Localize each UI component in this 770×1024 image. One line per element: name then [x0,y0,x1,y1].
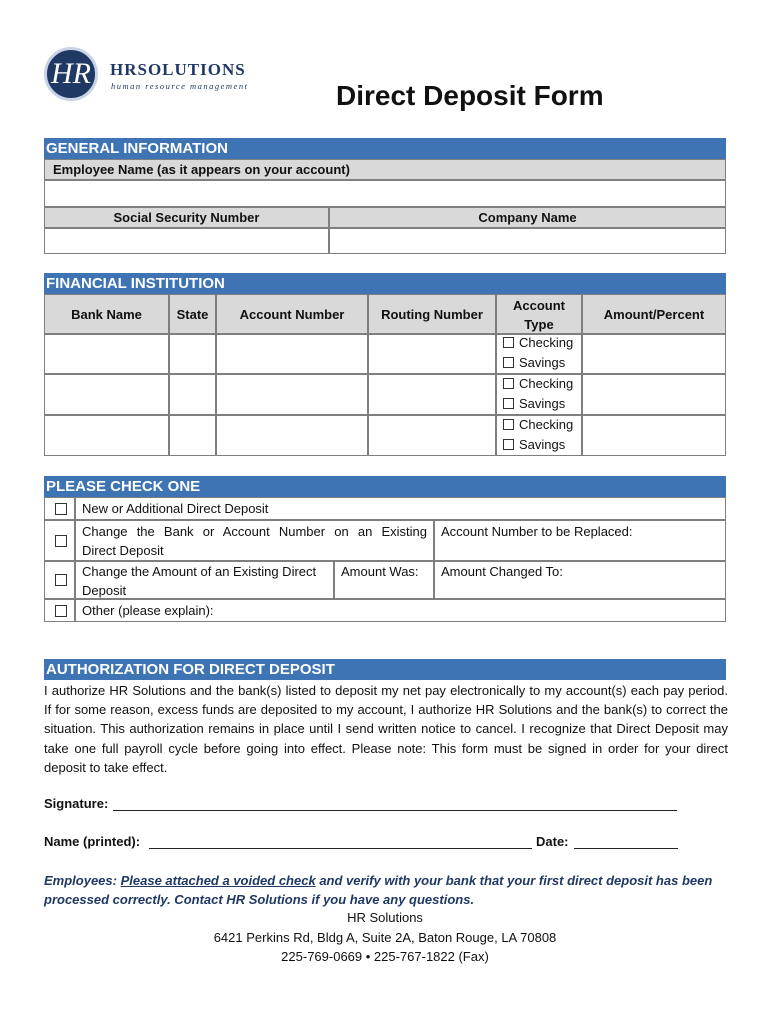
general-information-heading: GENERAL INFORMATION [44,138,726,159]
account-number-cell[interactable] [216,334,368,374]
account-number-cell[interactable] [216,374,368,415]
amount-percent-cell[interactable] [582,374,726,415]
ssn-label: Social Security Number [44,207,329,228]
employees-note-rest: and verify with your bank that your first direct deposit has been processed correctly. Contact HR Solutions if you have any questions. [44,873,713,907]
checking-checkbox[interactable] [503,378,514,389]
amount-was-field[interactable] [334,561,434,599]
date-line[interactable] [574,848,678,849]
change-amount-option-line1: Change the Amount of an Existing Direct [82,564,317,579]
savings-checkbox[interactable] [503,357,514,368]
change-bank-option [75,520,434,561]
state-cell[interactable] [169,334,216,374]
authorization-text: I authorize HR Solutions and the bank(s) listed to deposit my net pay electronically to my account(s) each pay period. If for some reason, excess funds are deposited to my account, I authorize HR Solutions and the bank(s) to correct the situation. This authorization remains in place until I send written notice to cancel. I recognize that Direct Deposit may take one full payroll cycle before going into effect. Please note: This form must be signed in order for your direct deposit to take effect. [44,683,728,775]
ssn-field[interactable] [44,228,329,254]
change-amount-option-line2: Deposit [82,583,127,598]
checking-option[interactable] [503,335,573,350]
checking-checkbox[interactable] [503,337,514,348]
amount-changed-field[interactable] [434,561,726,599]
account-number-cell[interactable] [216,415,368,456]
bank-name-header: Bank Name [44,294,169,334]
signature-line[interactable] [113,810,677,811]
account-type-header-line2: Type [524,317,554,332]
savings-checkbox[interactable] [503,398,514,409]
savings-option[interactable] [503,355,565,370]
new-deposit-checkbox-cell [44,497,75,520]
amount-percent-cell[interactable] [582,334,726,374]
other-option[interactable]: Other (please explain): [75,599,726,622]
routing-number-header: Routing Number [368,294,496,334]
checking-label: Checking [519,335,574,350]
employee-name-label: Employee Name (as it appears on your account) [44,159,726,180]
account-type-header [496,294,582,334]
account-number-header: Account Number [216,294,368,334]
logo-monogram: HR [51,57,91,90]
authorization-heading: AUTHORIZATION FOR DIRECT DEPOSIT [44,659,726,680]
change-bank-option-line2: Direct Deposit [82,543,164,558]
employees-note-prefix: Employees: [44,873,121,888]
other-checkbox[interactable] [55,605,67,617]
savings-option[interactable] [503,437,565,452]
change-bank-option-line1: Change the Bank or Account Number on an Existing [82,524,427,539]
employee-name-field[interactable] [44,180,726,207]
account-type-cell [496,374,582,415]
account-type-header-line1: Account [513,298,565,313]
signature-label: Signature: [44,796,109,811]
name-printed-line[interactable] [149,848,532,849]
new-deposit-checkbox[interactable] [55,503,67,515]
financial-institution-heading: FINANCIAL INSTITUTION [44,273,726,294]
logo-name: HRSOLUTIONS [110,60,246,79]
account-to-replace-field[interactable] [434,520,726,561]
company-name-field[interactable] [329,228,726,254]
savings-label: Savings [519,437,566,452]
routing-number-cell[interactable] [368,374,496,415]
checking-option[interactable] [503,417,573,432]
footer-address: 6421 Perkins Rd, Bldg A, Suite 2A, Baton Rouge, LA 70808 [213,930,557,945]
please-check-one-heading: PLEASE CHECK ONE [44,476,726,497]
savings-label: Savings [519,355,566,370]
amount-percent-header: Amount/Percent [582,294,726,334]
bank-name-cell[interactable] [44,334,169,374]
voided-check-link[interactable]: Please attached a voided check [120,873,316,888]
checking-checkbox[interactable] [503,419,514,430]
bank-name-cell[interactable] [44,374,169,415]
routing-number-cell[interactable] [368,334,496,374]
amount-changed-label: Amount Changed To: [441,564,563,579]
change-amount-checkbox[interactable] [55,574,67,586]
date-label: Date: [536,834,569,849]
state-header: State [169,294,216,334]
employees-note [44,871,734,909]
state-cell[interactable] [169,415,216,456]
checking-label: Checking [519,376,574,391]
company-name-label: Company Name [329,207,726,228]
checking-option[interactable] [503,376,573,391]
logo-tagline: human resource management [111,81,249,91]
routing-number-cell[interactable] [368,415,496,456]
other-checkbox-cell [44,599,75,622]
checking-label: Checking [519,417,574,432]
new-deposit-option: New or Additional Direct Deposit [75,497,726,520]
change-amount-checkbox-cell [44,561,75,599]
account-type-cell [496,415,582,456]
name-printed-label: Name (printed): [44,834,141,849]
savings-label: Savings [519,396,566,411]
account-type-cell [496,334,582,374]
amount-percent-cell[interactable] [582,415,726,456]
account-to-replace-label: Account Number to be Replaced: [441,524,633,539]
savings-option[interactable] [503,396,565,411]
footer-company: HR Solutions [347,910,423,925]
bank-name-cell[interactable] [44,415,169,456]
state-cell[interactable] [169,374,216,415]
amount-was-label: Amount Was: [341,564,419,579]
footer-phone: 225-769-0669 • 225-767-1822 (Fax) [281,949,489,964]
form-title: Direct Deposit Form [336,80,604,111]
change-bank-checkbox-cell [44,520,75,561]
change-amount-option [75,561,334,599]
savings-checkbox[interactable] [503,439,514,450]
change-bank-checkbox[interactable] [55,535,67,547]
